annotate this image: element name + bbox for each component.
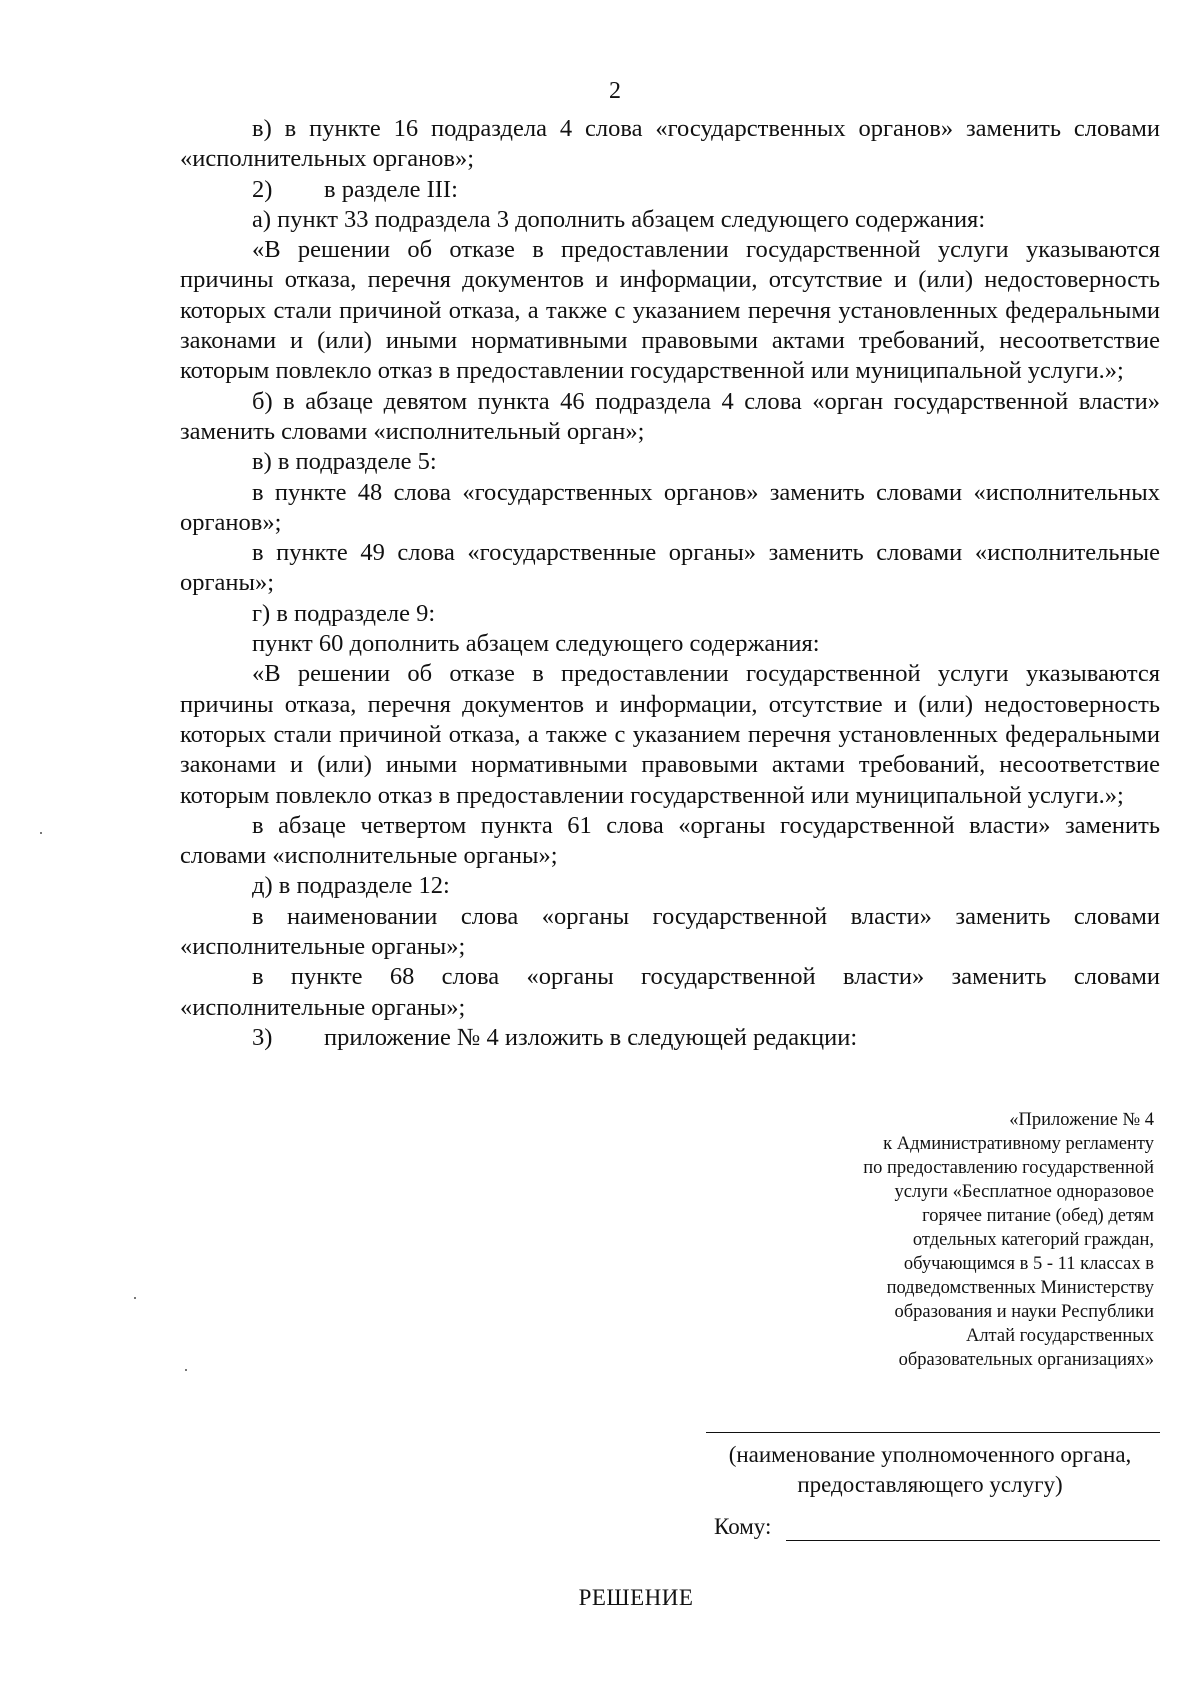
decision-title: РЕШЕНИЕ: [578, 1585, 694, 1610]
authority-name-line: [706, 1432, 1160, 1433]
paragraph: а) пункт 33 подраздела 3 дополнить абзацем следующего содержания:: [252, 205, 986, 233]
appendix-line: «Приложение № 4: [1009, 1110, 1154, 1130]
appendix-line: обучающимся в 5 - 11 классах в: [903, 1254, 1154, 1274]
item-number: 3): [252, 1023, 273, 1051]
appendix-line: отдельных категорий граждан,: [912, 1230, 1154, 1250]
paragraph: в) в пункте 16 подраздела 4 слова «государственных органов» заменить словами «исполнительных органов»;: [180, 115, 1160, 173]
item-text: приложение № 4 изложить в следующей редакции:: [324, 1023, 858, 1051]
appendix-line: к Административному регламенту: [883, 1134, 1154, 1154]
appendix-line: по предоставлению государственной: [863, 1158, 1154, 1178]
authority-caption-line: предоставляющего услугу): [797, 1472, 1063, 1497]
paragraph: в абзаце четвертом пункта 61 слова «органы государственной власти» заменить словами «исполнительные органы»;: [180, 811, 1160, 870]
paragraph: «В решении об отказе в предоставлении государственной услуги указываются причины отказа, перечня документов и информации, отсутствие и (или) недостоверность которых стали причиной отказа, а также с указанием перечня установленных федеральными законами и (или) иными нормативными правовыми актами требований, несоответствие которым повлекло отказ в предоставлении государственной или муниципальной услуги.»;: [180, 660, 1160, 809]
appendix-line: Алтай государственных: [965, 1326, 1154, 1346]
recipient-field-line: [786, 1540, 1160, 1541]
appendix-line: образовательных организациях»: [898, 1350, 1154, 1370]
paragraph: в пункте 48 слова «государственных органов» заменить словами «исполнительных органов»;: [180, 478, 1160, 536]
paragraph: г) в подразделе 9:: [252, 599, 436, 627]
document-body: [180, 114, 1160, 1053]
paragraph: «В решении об отказе в предоставлении государственной услуги указываются причины отказа, перечня документов и информации, отсутствие и (или) недостоверность которых стали причиной отказа, а также с указанием перечня установленных федеральными законами и (или) иными нормативными правовыми актами требований, несоответствие которым повлекло отказ в предоставлении государственной или муниципальной услуги.»;: [180, 236, 1160, 385]
appendix-line: услуги «Бесплатное одноразовое: [894, 1182, 1154, 1202]
paragraph: д) в подразделе 12:: [252, 872, 450, 900]
recipient-line: [714, 1514, 1160, 1544]
paragraph: в наименовании слова «органы государственной власти» заменить словами «исполнительные органы»;: [180, 902, 1160, 961]
paragraph: в) в подразделе 5:: [252, 448, 437, 476]
authority-caption-line: (наименование уполномоченного органа,: [728, 1442, 1132, 1467]
paragraph: в пункте 68 слова «органы государственной власти» заменить словами «исполнительные органы»;: [180, 963, 1160, 1021]
page-number: 2: [609, 78, 621, 104]
paragraph: пункт 60 дополнить абзацем следующего содержания:: [252, 630, 820, 658]
numbered-item: [180, 175, 1160, 205]
appendix-line: горячее питание (обед) детям: [922, 1206, 1154, 1226]
item-number: 2): [252, 175, 273, 203]
appendix-heading: [794, 1108, 1154, 1372]
appendix-line: образования и науки Республики: [894, 1302, 1154, 1322]
scan-speck: [40, 832, 42, 834]
appendix-line: подведомственных Министерству: [886, 1278, 1154, 1298]
recipient-label: Кому:: [714, 1514, 772, 1539]
scan-speck: [185, 1369, 187, 1371]
item-text: в разделе III:: [324, 175, 458, 203]
numbered-item: [180, 1023, 1160, 1053]
authority-caption: [700, 1440, 1160, 1500]
paragraph: в пункте 49 слова «государственные органы» заменить словами «исполнительные органы»;: [180, 539, 1160, 597]
scan-speck: [134, 1297, 136, 1299]
paragraph: б) в абзаце девятом пункта 46 подраздела 4 слова «орган государственной власти» заменить словами «исполнительный орган»;: [180, 387, 1160, 445]
